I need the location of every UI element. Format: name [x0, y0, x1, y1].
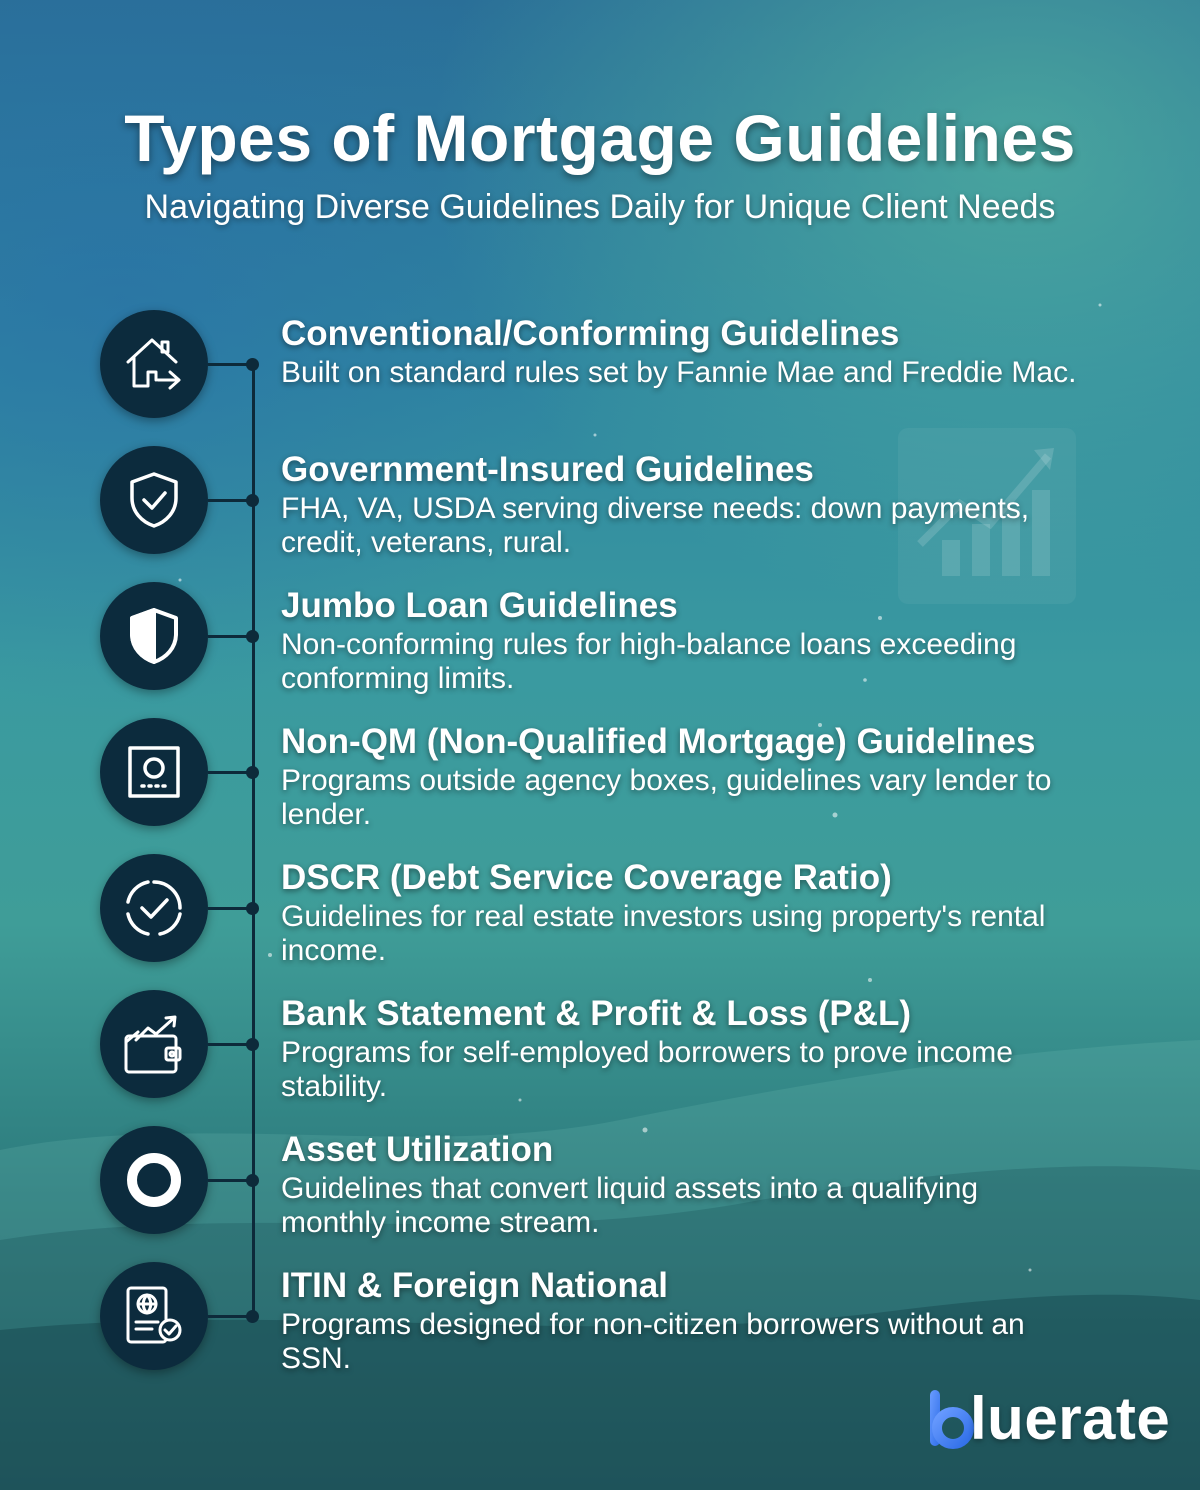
guideline-item-itin — [0, 1262, 1200, 1392]
item-title: Government-Insured Guidelines — [281, 450, 814, 489]
page-title: Types of Mortgage Guidelines — [124, 101, 1076, 175]
half-shield-icon — [122, 604, 186, 668]
bluerate-logo — [928, 1382, 1178, 1462]
timeline-dot — [246, 766, 259, 779]
ring-icon — [122, 1148, 186, 1212]
safe-box-icon — [122, 740, 186, 804]
guideline-item-jumbo — [0, 582, 1200, 712]
icon-circle — [100, 1262, 208, 1370]
item-description: Programs outside agency boxes, guidelines vary lender to lender. — [281, 764, 1052, 831]
guideline-item-government — [0, 446, 1200, 576]
item-description: Programs designed for non-citizen borrowers without an SSN. — [281, 1308, 1025, 1375]
item-description: Guidelines for real estate investors using property's rental income. — [281, 900, 1046, 967]
timeline-dot — [246, 1310, 259, 1323]
guideline-item-asset-utilization — [0, 1126, 1200, 1256]
icon-circle — [100, 854, 208, 962]
timeline-dot — [246, 494, 259, 507]
guideline-item-bank-statement — [0, 990, 1200, 1120]
passport-globe-icon — [122, 1284, 186, 1348]
item-title: ITIN & Foreign National — [281, 1266, 668, 1305]
logo-b-mark — [928, 1388, 974, 1450]
timeline-dot — [246, 1038, 259, 1051]
icon-circle — [100, 446, 208, 554]
shield-check-icon — [122, 468, 186, 532]
item-title: Bank Statement & Profit & Loss (P&L) — [281, 994, 912, 1033]
item-title: Jumbo Loan Guidelines — [281, 586, 678, 625]
timeline-dot — [246, 358, 259, 371]
icon-circle — [100, 582, 208, 690]
item-title: Conventional/Conforming Guidelines — [281, 314, 900, 353]
guideline-item-dscr — [0, 854, 1200, 984]
wallet-growth-icon — [122, 1012, 186, 1076]
item-description: Built on standard rules set by Fannie Mae and Freddie Mac. — [281, 356, 1077, 389]
icon-circle — [100, 990, 208, 1098]
guideline-item-conventional — [0, 310, 1200, 440]
item-title: Non-QM (Non-Qualified Mortgage) Guidelines — [281, 722, 1036, 761]
timeline-dot — [246, 630, 259, 643]
item-description: FHA, VA, USDA serving diverse needs: down payments, credit, veterans, rural. — [281, 492, 1030, 559]
icon-circle — [100, 1126, 208, 1234]
item-description: Guidelines that convert liquid assets into a qualifying monthly income stream. — [281, 1172, 979, 1239]
circle-check-icon — [122, 876, 186, 940]
house-arrow-icon — [122, 332, 186, 396]
item-description: Non-conforming rules for high-balance loans exceeding conforming limits. — [281, 628, 1017, 695]
page-subtitle: Navigating Diverse Guidelines Daily for Unique Client Needs — [144, 188, 1056, 226]
logo-text: luerate — [970, 1385, 1171, 1452]
icon-circle — [100, 310, 208, 418]
guideline-item-non-qm — [0, 718, 1200, 848]
icon-circle — [100, 718, 208, 826]
item-title: Asset Utilization — [281, 1130, 554, 1169]
timeline-dot — [246, 902, 259, 915]
timeline-dot — [246, 1174, 259, 1187]
item-title: DSCR (Debt Service Coverage Ratio) — [281, 858, 892, 897]
item-description: Programs for self-employed borrowers to prove income stability. — [281, 1036, 1013, 1103]
